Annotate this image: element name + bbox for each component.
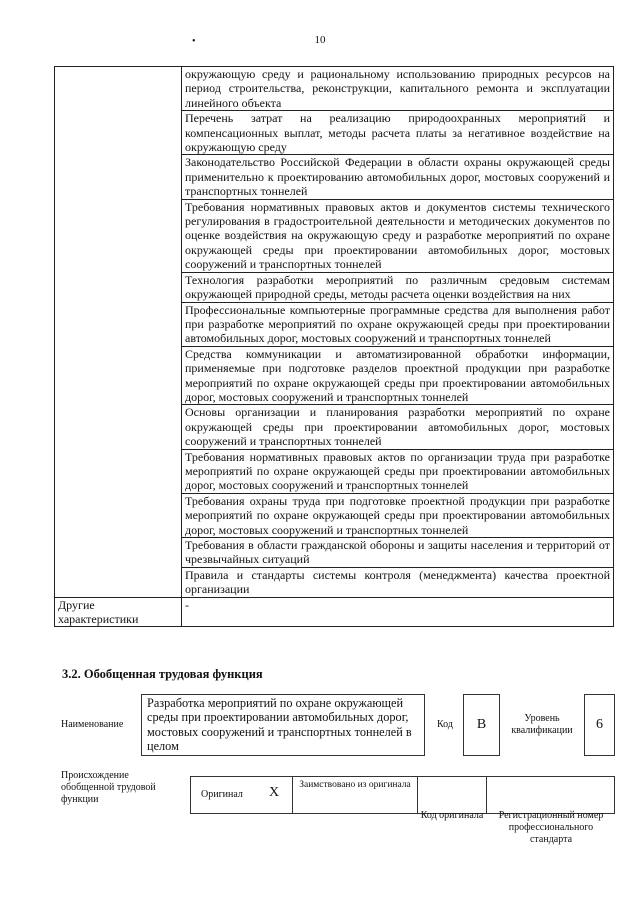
qualification-level-value: 6 [584, 694, 615, 756]
borrowed-cell [292, 776, 418, 814]
knowledge-item: Средства коммуникации и автоматизированной обработки информации, применяемые при подготовке разделов проектной продукции при разработке мероприятий по охране окружающей среды при проектировании автомобильных дорог, мостовых сооружений и транспортных тоннелей [182, 346, 614, 405]
table-row [55, 67, 614, 111]
knowledge-item: Требования в области гражданской обороны и защиты населения и территорий от чрезвычайных ситуаций [182, 538, 614, 568]
knowledge-table [54, 66, 614, 627]
code-label: Код [437, 719, 453, 730]
original-cell [190, 776, 293, 814]
knowledge-item: Перечень затрат на реализацию природоохранных мероприятий и компенсационных выплат, методы расчета платы за негативное воздействие на окружающую среду [182, 111, 614, 155]
qualification-level-label: Уровень квалификации [511, 713, 573, 736]
table-row [55, 597, 614, 627]
other-characteristics-label: Другие характеристики [55, 597, 182, 627]
knowledge-item: Правила и стандарты системы контроля (менеджмента) качества проектной организации [182, 567, 614, 597]
name-value: Разработка мероприятий по охране окружающей среды при проектировании автомобильных дорог, мостовых сооружений и транспортных тоннелей в целом [141, 694, 425, 756]
code-original-cell [417, 776, 487, 814]
page-number: 10 [314, 34, 326, 46]
knowledge-item: Требования нормативных правовых актов по организации труда при разработке мероприятий по охране окружающей среды при проектировании автомобильных дорог, мостовых сооружений и транспортных тоннелей [182, 449, 614, 493]
knowledge-item: Профессиональные компьютерные программные средства для выполнения работ при разработке мероприятий по охране окружающей среды при проектировании автомобильных дорог, мостовых сооружений и транспортных тоннелей [182, 302, 614, 346]
stray-mark: • [192, 36, 196, 47]
knowledge-item: Требования нормативных правовых актов и документов системы технического регулирования в градостроительной деятельности и методических документов по оценке воздействия на окружающую среду и разработке мероприятий по охране окружающей среды при проектировании автомобильных дорог, мостовых сооружений и транспортных тоннелей [182, 199, 614, 272]
knowledge-item: Требования охраны труда при подготовке проектной продукции при разработке мероприятий по охране окружающей среды при проектировании автомобильных дорог, мостовых сооружений и транспортных тоннелей [182, 493, 614, 537]
section-heading: 3.2. Обобщенная трудовая функция [62, 667, 263, 681]
other-characteristics-value: - [182, 597, 614, 627]
original-mark: X [269, 785, 280, 800]
origin-label: Происхождение обобщенной трудовой функции [61, 770, 156, 805]
reg-number-caption: Регистрационный номер профессионального стандарта [498, 810, 604, 845]
knowledge-item: Основы организации и планирования разработки мероприятий по охране окружающей среды при проектировании автомобильных дорог, мостовых сооружений и транспортных тоннелей [182, 405, 614, 449]
original-label: Оригинал [201, 789, 243, 800]
knowledge-item: Законодательство Российской Федерации в области охраны окружающей среды применительно к проектированию автомобильных дорог, мостовых сооружений и транспортных тоннелей [182, 155, 614, 199]
row-label-empty [55, 67, 182, 598]
code-value: B [463, 694, 500, 756]
reg-number-cell [486, 776, 615, 814]
borrowed-label: Заимствовано из оригинала [299, 780, 411, 790]
knowledge-item: окружающую среду и рациональному использованию природных ресурсов на период строительства, реконструкции, капитального ремонта и эксплуатации линейного объекта [182, 67, 614, 111]
name-label: Наименование [61, 719, 124, 730]
code-original-caption: Код оригинала [420, 810, 484, 821]
knowledge-item: Технология разработки мероприятий по различным средовым системам окружающей природной среды, методы расчета оценки воздействия на них [182, 272, 614, 302]
